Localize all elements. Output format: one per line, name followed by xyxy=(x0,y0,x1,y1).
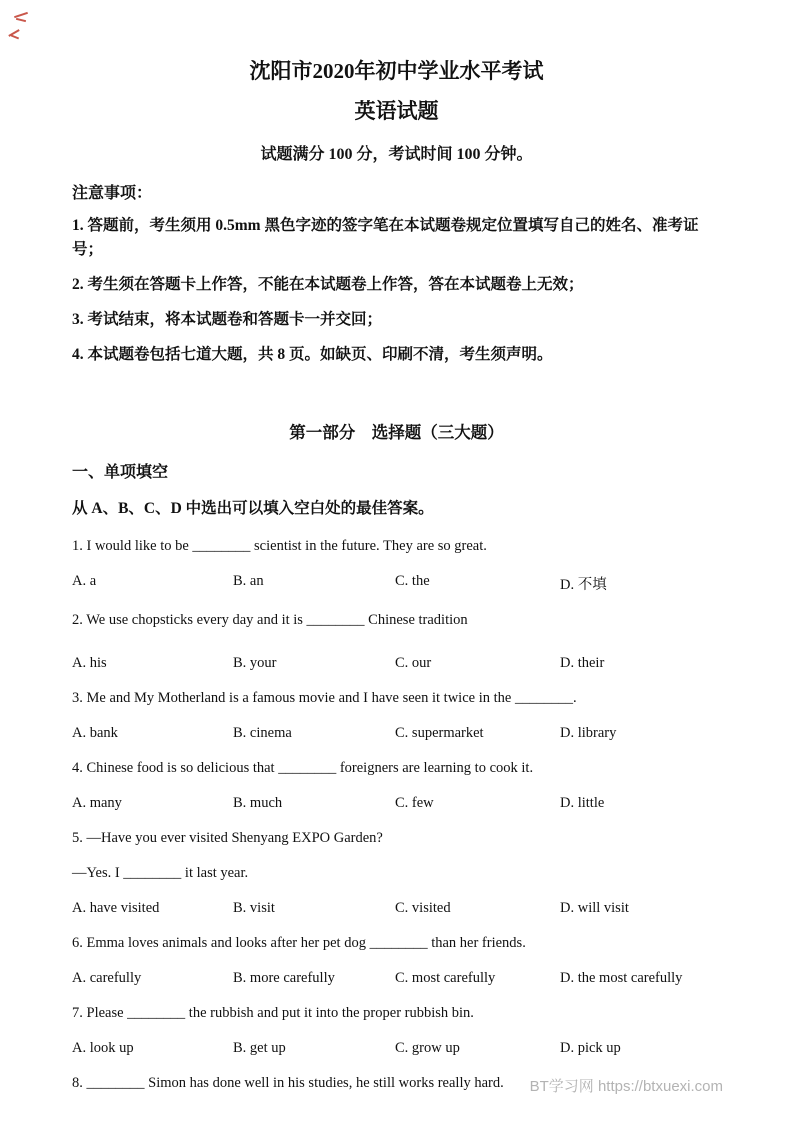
option-d: D. 不填 xyxy=(560,577,607,594)
option-d: D. library xyxy=(560,725,617,742)
option-a: A. many xyxy=(72,795,122,812)
option-b: B. much xyxy=(233,795,283,812)
question-4-stem: 4. Chinese food is so delicious that ________ foreigners are learning to cook it. xyxy=(72,760,534,777)
exam-title: 沈阳市2020年初中学业水平考试 xyxy=(249,59,544,83)
option-d: D. the most carefully xyxy=(560,970,683,987)
question-6-stem: 6. Emma loves animals and looks after her pet dog ________ than her friends. xyxy=(72,935,526,952)
question-2-options xyxy=(72,655,721,672)
question-1-stem: 1. I would like to be ________ scientist in the future. They are so great. xyxy=(72,538,487,555)
question-7-stem: 7. Please ________ the rubbish and put it into the proper rubbish bin. xyxy=(72,1005,474,1022)
option-b: B. an xyxy=(233,573,264,590)
option-c: C. our xyxy=(395,655,432,672)
question-2-stem: 2. We use chopsticks every day and it is ________ Chinese tradition xyxy=(72,612,468,629)
question-1 xyxy=(72,536,721,594)
option-c: C. the xyxy=(395,573,430,590)
notice-item-1: 1. 答题前，考生须用 0.5mm 黑色字迹的签字笔在本试题卷规定位置填写自己的姓名、准考证号； xyxy=(72,217,699,259)
option-d: D. will visit xyxy=(560,900,629,917)
red-corner-mark-icon xyxy=(8,8,38,42)
option-b: B. cinema xyxy=(233,725,292,742)
notice-item-3: 3. 考试结束，将本试题卷和答题卡一并交回； xyxy=(72,311,383,329)
notice-item-4: 4. 本试题卷包括七道大题，共 8 页。如缺页、印刷不清，考生须声明。 xyxy=(72,346,553,364)
question-5-options xyxy=(72,900,721,917)
question-7-options xyxy=(72,1040,721,1057)
option-b: B. get up xyxy=(233,1040,286,1057)
notice-header: 注意事项： xyxy=(72,185,153,202)
option-d: D. their xyxy=(560,655,605,672)
question-4 xyxy=(72,758,721,812)
option-a: A. his xyxy=(72,655,107,672)
option-c: C. supermarket xyxy=(395,725,484,742)
part-instruction: 从 A、B、C、D 中选出可以填入空白处的最佳答案。 xyxy=(72,500,434,518)
part-header: 一、单项填空 xyxy=(72,464,169,482)
option-c: C. most carefully xyxy=(395,970,496,987)
question-5-stem-line1: 5. —Have you ever visited Shenyang EXPO Garden? xyxy=(72,830,383,847)
question-8-stem: 8. ________ Simon has done well in his studies, he still works really hard. xyxy=(72,1075,504,1092)
option-b: B. your xyxy=(233,655,277,672)
notice-item-2: 2. 考生须在答题卡上作答，不能在本试题卷上作答，答在本试题卷上无效； xyxy=(72,276,584,294)
option-a: A. a xyxy=(72,573,97,590)
option-b: B. more carefully xyxy=(233,970,335,987)
option-a: A. carefully xyxy=(72,970,142,987)
question-5-stem-line2: —Yes. I ________ it last year. xyxy=(72,865,249,882)
option-a: A. have visited xyxy=(72,900,160,917)
question-3-options xyxy=(72,725,721,742)
question-6 xyxy=(72,933,721,987)
option-c: C. visited xyxy=(395,900,451,917)
option-a: A. bank xyxy=(72,725,118,742)
question-3 xyxy=(72,688,721,742)
question-5 xyxy=(72,828,721,917)
section-header: 第一部分 选择题（三大题） xyxy=(289,423,504,443)
exam-subtitle: 英语试题 xyxy=(354,98,439,123)
question-3-stem: 3. Me and My Motherland is a famous movie and I have seen it twice in the ________. xyxy=(72,690,577,707)
question-2 xyxy=(72,610,721,672)
option-c: C. few xyxy=(395,795,434,812)
question-7 xyxy=(72,1003,721,1057)
question-1-options xyxy=(72,573,721,594)
question-6-options xyxy=(72,970,721,987)
question-list xyxy=(72,536,721,1094)
option-d: D. pick up xyxy=(560,1040,621,1057)
question-4-options xyxy=(72,795,721,812)
option-a: A. look up xyxy=(72,1040,134,1057)
option-b: B. visit xyxy=(233,900,275,917)
site-watermark: BT学习网 https://btxuexi.com xyxy=(529,1078,723,1095)
score-and-time-line: 试题满分 100 分，考试时间 100 分钟。 xyxy=(260,146,533,163)
option-c: C. grow up xyxy=(395,1040,460,1057)
option-d: D. little xyxy=(560,795,605,812)
